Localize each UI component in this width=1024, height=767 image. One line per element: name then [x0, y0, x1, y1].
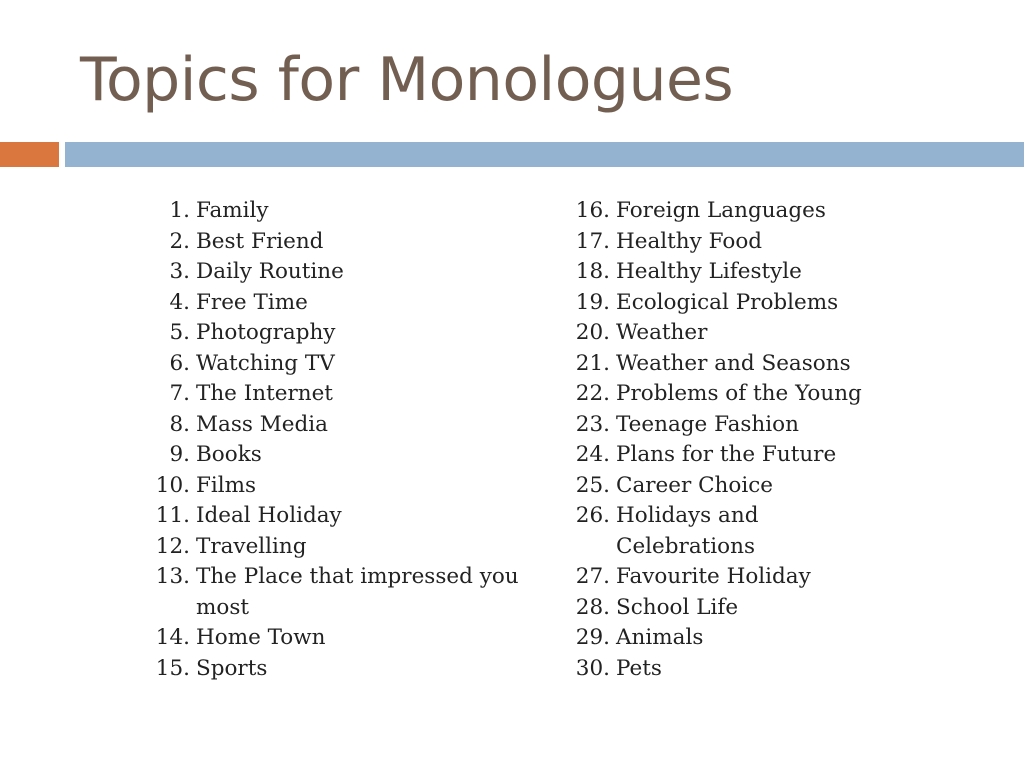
topic-text: Ideal Holiday [196, 503, 342, 528]
topic-number: 26. [575, 503, 610, 528]
list-item [150, 349, 550, 380]
topic-text: Weather [616, 320, 708, 345]
accent-bar-blue [65, 142, 1024, 167]
topic-number: 29. [575, 625, 610, 650]
topic-number: 17. [575, 228, 610, 254]
topic-text: The Place that impressed you most [196, 564, 519, 620]
topic-number: 11. [155, 503, 190, 528]
list-item [566, 227, 1006, 258]
list-item [150, 318, 550, 349]
topic-number: 10. [155, 472, 190, 498]
topic-text: Ecological Problems [616, 289, 839, 315]
title-area [0, 0, 1024, 140]
topic-number: 24. [575, 442, 610, 467]
topic-number: 21. [575, 350, 610, 376]
topic-text: Family [196, 198, 269, 223]
list-item [150, 501, 550, 532]
topic-number: 7. [169, 381, 190, 406]
topic-text: Career Choice [616, 472, 773, 498]
list-item [150, 532, 550, 563]
topic-text: Holidays and Celebrations [616, 503, 759, 559]
topic-text: School Life [616, 594, 739, 620]
list-item [150, 257, 550, 288]
accent-bar-orange [0, 142, 59, 167]
list-item [150, 288, 550, 319]
list-item [566, 501, 1006, 562]
topic-number: 25. [575, 472, 610, 498]
list-item [150, 562, 550, 623]
topic-text: Films [196, 472, 257, 498]
topic-text: Best Friend [196, 228, 324, 254]
list-item [566, 257, 1006, 288]
topic-text: Favourite Holiday [616, 564, 811, 589]
topic-number: 6. [169, 350, 190, 376]
topic-list-left [150, 196, 550, 684]
list-item [566, 318, 1006, 349]
list-item [150, 227, 550, 258]
list-item [566, 349, 1006, 380]
topic-number: 1. [169, 198, 190, 223]
topic-text: Sports [196, 655, 268, 681]
topic-number: 5. [169, 320, 190, 345]
topic-text: Teenage Fashion [616, 411, 799, 437]
topic-text: Healthy Food [616, 228, 763, 254]
topic-text: Healthy Lifestyle [616, 259, 802, 284]
list-item [566, 562, 1006, 593]
topic-text: Weather and Seasons [616, 350, 851, 376]
topic-number: 20. [575, 320, 610, 345]
list-item [566, 593, 1006, 624]
list-item [566, 623, 1006, 654]
list-item [566, 654, 1006, 685]
topic-number: 8. [169, 411, 190, 437]
topic-number: 28. [575, 594, 610, 620]
topic-text: Pets [616, 655, 662, 681]
topic-list-right [566, 196, 1006, 684]
slide-title: Topics for Monologues [80, 45, 734, 115]
list-item [150, 410, 550, 441]
topic-number: 13. [155, 564, 190, 589]
topic-text: Photography [196, 320, 336, 345]
list-item [566, 379, 1006, 410]
list-item [150, 471, 550, 502]
topic-number: 14. [155, 625, 190, 650]
topic-text: Watching TV [196, 350, 335, 376]
list-item [150, 196, 550, 227]
topic-number: 3. [169, 259, 190, 284]
topic-number: 15. [155, 655, 190, 681]
topic-text: Travelling [196, 533, 307, 559]
list-item [150, 379, 550, 410]
list-item [150, 623, 550, 654]
topic-text: Free Time [196, 289, 308, 315]
list-item [150, 440, 550, 471]
topic-text: Books [196, 442, 262, 467]
topic-number: 9. [169, 442, 190, 467]
list-item [566, 410, 1006, 441]
topic-text: Animals [616, 625, 704, 650]
topic-number: 4. [169, 289, 190, 315]
list-item [150, 654, 550, 685]
list-item [566, 288, 1006, 319]
topic-text: Daily Routine [196, 259, 344, 284]
topic-number: 27. [575, 564, 610, 589]
topic-number: 12. [155, 533, 190, 559]
topic-text: Foreign Languages [616, 198, 826, 223]
topic-text: Mass Media [196, 411, 328, 437]
topic-number: 2. [169, 228, 190, 254]
topic-number: 18. [575, 259, 610, 284]
list-item [566, 440, 1006, 471]
topic-number: 16. [575, 198, 610, 223]
list-item [566, 471, 1006, 502]
topic-text: Home Town [196, 625, 326, 650]
topic-number: 30. [575, 655, 610, 681]
topic-text: Problems of the Young [616, 381, 862, 406]
list-item [566, 196, 1006, 227]
topic-number: 22. [575, 381, 610, 406]
topic-number: 19. [575, 289, 610, 315]
topic-text: The Internet [196, 381, 333, 406]
topic-number: 23. [575, 411, 610, 437]
topic-text: Plans for the Future [616, 442, 837, 467]
